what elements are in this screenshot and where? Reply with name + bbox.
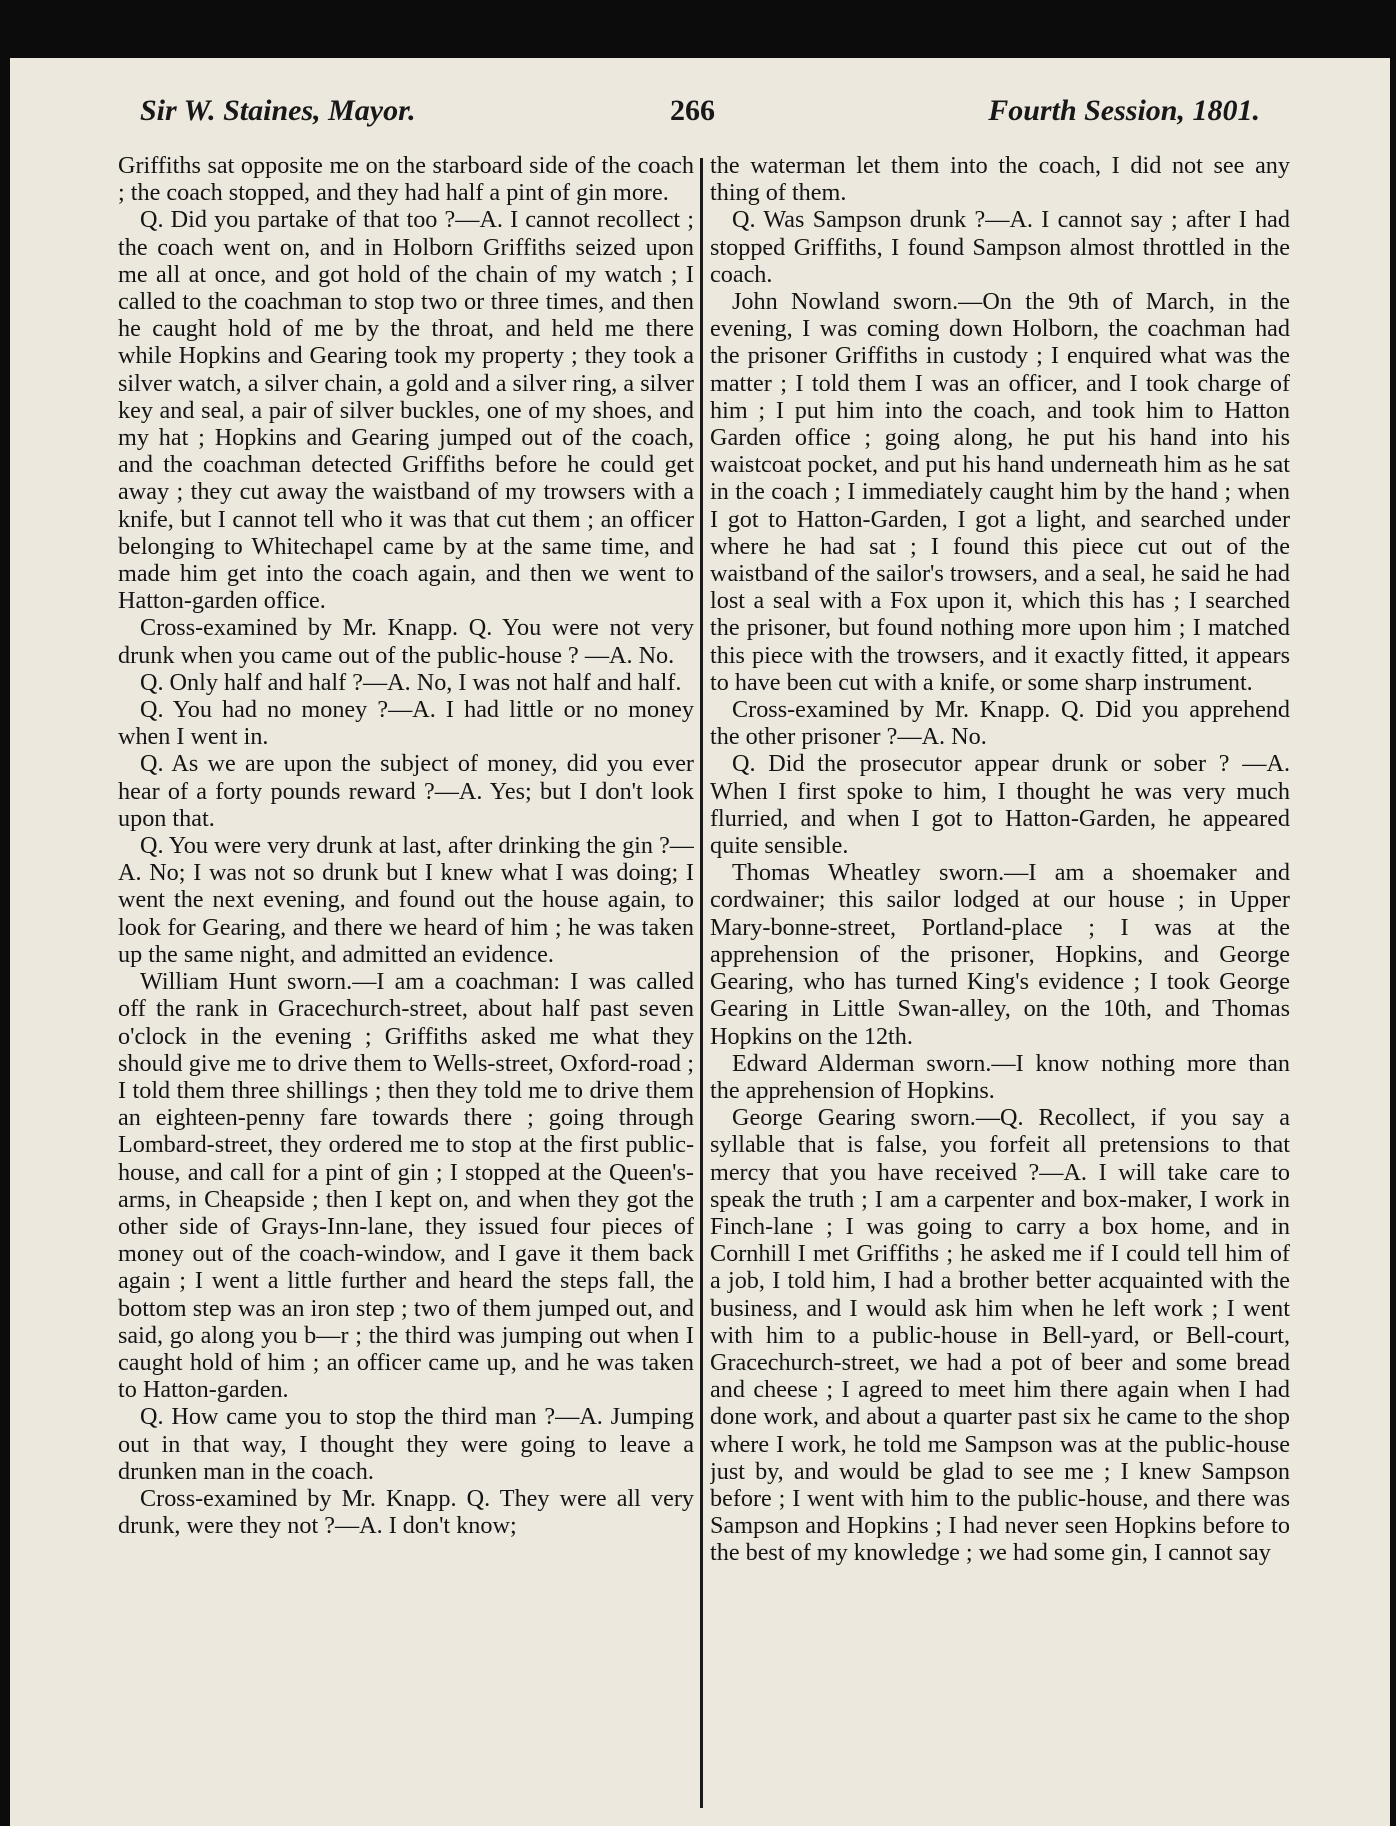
paragraph: Q. Did you partake of that too ?—A. I cannot recollect ; the coach went on, and in Holborn Griffiths seized upon me all at once, and got hold of the chain of my watch ; I called to the coachman to stop two or three times, and then he caught hold of me by the throat, and held me there while Hopkins and Gearing took my property ; they took a silver watch, a silver chain, a gold and a silver ring, a silver key and seal, a pair of silver buckles, one of my shoes, and my hat ; Hopkins and Gearing jumped out of the coach, and the coachman detected Griffiths before he could get away ; they cut away the waistband of my trowsers with a knife, but I cannot tell who it was that cut them ; an officer belonging to Whitechapel came by at the same time, and made him get into the coach again, and then we went to Hatton-garden office.: [118, 206, 694, 615]
paragraph: Q. You were very drunk at last, after drinking the gin ?—A. No; I was not so drunk but I knew what I was doing; I went the next evening, and found out the house again, to look for Gearing, and there we heard of him ; he was taken up the same night, and admitted an evidence.: [118, 832, 694, 968]
paragraph: George Gearing sworn.—Q. Recollect, if you say a syllable that is false, you forfeit all pretensions to that mercy that you have received ?—A. I will take care to speak the truth ; I am a carpenter and box-maker, I work in Finch-lane ; I was going to carry a box home, and in Cornhill I met Griffiths ; he asked me if I could tell him of a job, I told him, I had a brother better acquainted with the business, and I would ask him when he left work ; I went with him to a public-house in Bell-yard, or Bell-court, Gracechurch-street, we had a pot of beer and some bread and cheese ; I agreed to meet him there again when I had done work, and about a quarter past six he came to the shop where I work, he told me Sampson was at the public-house just by, and would be glad to see me ; I knew Sampson before ; I went with him to the public-house, and there was Sampson and Hopkins ; I had never seen Hopkins before to the best of my knowledge ; we had some gin, I cannot say: [710, 1104, 1290, 1567]
paragraph: Edward Alderman sworn.—I know nothing more than the apprehension of Hopkins.: [710, 1049, 1290, 1104]
header-mayor: Sir W. Staines, Mayor.: [140, 94, 416, 127]
paragraph: Griffiths sat opposite me on the starboard side of the coach ; the coach stopped, and they had half a pint of gin more.: [118, 152, 694, 207]
paragraph: Q. Only half and half ?—A. No, I was not half and half.: [140, 668, 682, 696]
paragraph: Q. How came you to stop the third man ?—A. Jumping out in that way, I thought they were going to leave a drunken man in the coach.: [118, 1403, 694, 1485]
paragraph: Cross-examined by Mr. Knapp. Q. They were all very drunk, were they not ?—A. I don't know;: [118, 1484, 694, 1540]
paragraph: Q. As we are upon the subject of money, did you ever hear of a forty pounds reward ?—A. Yes; but I don't look upon that.: [118, 750, 694, 832]
header-session: Fourth Session, 1801.: [988, 94, 1260, 127]
paragraph: Thomas Wheatley sworn.—I am a shoemaker and cordwainer; this sailor lodged at our house ; in Upper Mary-bonne-street, Portland-place ; I was at the apprehension of the prisoner, Hopkins, and George Gearing, who has turned King's evidence ; I took George Gearing in Little Swan-alley, on the 10th, and Thomas Hopkins on the 12th.: [710, 859, 1290, 1050]
paragraph: Q. You had no money ?—A. I had little or no money when I went in.: [118, 696, 694, 751]
running-header: [140, 88, 1260, 138]
paragraph: Q. Was Sampson drunk ?—A. I cannot say ; after I had stopped Griffiths, I found Sampson almost throttled in the coach.: [710, 206, 1290, 288]
document-page: [10, 58, 1390, 1826]
column-divider: [700, 158, 703, 1808]
paragraph: the waterman let them into the coach, I did not see any thing of them.: [710, 152, 1290, 207]
left-column: [118, 152, 694, 1812]
paragraph: Cross-examined by Mr. Knapp. Q. You were not very drunk when you came out of the public-house ? —A. No.: [118, 614, 694, 669]
paragraph: Cross-examined by Mr. Knapp. Q. Did you apprehend the other prisoner ?—A. No.: [710, 696, 1290, 751]
page-number: 266: [670, 94, 715, 127]
paragraph: Q. Did the prosecutor appear drunk or sober ? —A. When I first spoke to him, I thought he was very much flurried, and when I got to Hatton-Garden, he appeared quite sensible.: [710, 750, 1290, 860]
right-column: [710, 152, 1290, 1812]
paragraph: John Nowland sworn.—On the 9th of March, in the evening, I was coming down Holborn, the coachman had the prisoner Griffiths in custody ; I enquired what was the matter ; I told them I was an officer, and I took charge of him ; I put him into the coach, and took him to Hatton Garden office ; going along, he put his hand into his waistcoat pocket, and put his hand underneath him as he sat in the coach ; I immediately caught him by the hand ; when I got to Hatton-Garden, I got a light, and searched under where he had sat ; I found this piece cut out of the waistband of the sailor's trowsers, and a seal, he said he had lost a seal with a Fox upon it, which this has ; I searched the prisoner, but found nothing more upon him ; I matched this piece with the trowsers, and it exactly fitted, it appears to have been cut with a knife, or some sharp instrument.: [710, 288, 1290, 696]
paragraph: William Hunt sworn.—I am a coachman: I was called off the rank in Gracechurch-street, about half past seven o'clock in the evening ; Griffiths asked me what they should give me to drive them to Wells-street, Oxford-road ; I told them three shillings ; then they told me to drive them an eighteen-penny fare towards there ; going through Lombard-street, they ordered me to stop at the first public-house, and call for a pint of gin ; I stopped at the Queen's-arms, in Cheapside ; then I kept on, and when they got the other side of Grays-Inn-lane, they issued four pieces of money out of the coach-window, and I gave it them back again ; I went a little further and heard the steps fall, the bottom step was an iron step ; two of them jumped out, and said, go along you b—r ; the third was jumping out when I caught hold of him ; an officer came up, and he was taken to Hatton-garden.: [118, 968, 694, 1404]
